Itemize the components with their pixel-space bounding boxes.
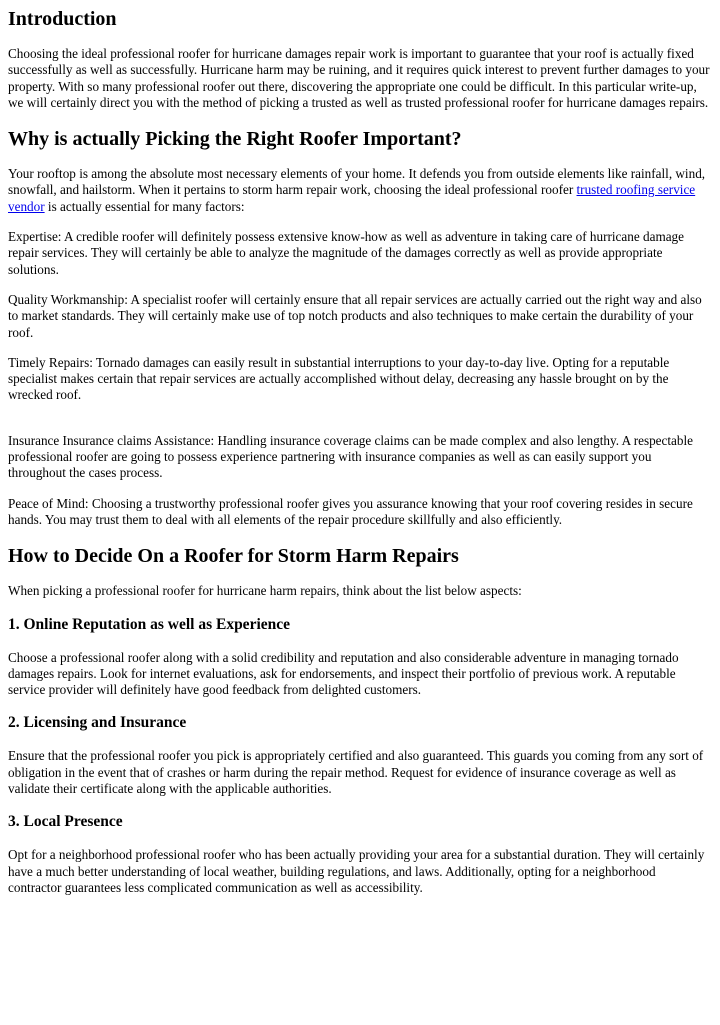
- heading-reputation: 1. Online Reputation as well as Experience: [8, 615, 291, 633]
- heading-local: 3. Local Presence: [8, 813, 123, 831]
- document-page: [0, 7, 720, 896]
- paragraph-why-text-after: is actually essential for many factors:: [44, 198, 245, 214]
- paragraph-quality: Quality Workmanship: A specialist roofer will certainly ensure that all repair services are actually carried out the right way and also to market standards. They will certainly make use of top notch products and also techniques to make certain the durability of your roof.: [8, 291, 702, 340]
- heading-why: Why is actually Picking the Right Roofer Important?: [8, 128, 462, 151]
- paragraph-local: Opt for a neighborhood professional roofer who has been actually providing your area for a substantial duration. They will certainly have a much better understanding of local weather, building regulations, and laws. Additionally, opting for a neighborhood contractor guarantees less complicated communication as well as accessibility.: [8, 847, 705, 895]
- paragraph-timely: Timely Repairs: Tornado damages can easily result in substantial interruptions to your day-to-day live. Opting for a reputable specialist makes certain that repair services are actually accomplished without delay, decreasing any hassle brought on by the wrecked roof.: [8, 354, 670, 403]
- paragraph-insurance: Insurance Insurance claims Assistance: Handling insurance coverage claims can be made complex and also lengthy. A respectable professional roofer are going to possess experience partnering with insurance companies as well as can easily support you throughout the cases process.: [8, 432, 694, 481]
- paragraph-licensing: Ensure that the professional roofer you pick is appropriately certified and also guaranteed. This guards you coming from any sort of obligation in the event that of crashes or harm during the repair method. Request for evidence of insurance coverage as well as validate their certificate along with the applicable authorities.: [8, 748, 704, 797]
- paragraph-introduction: Choosing the ideal professional roofer for hurricane damages repair work is important to guarantee that your roof is actually fixed successfully as well as successfully. Hurricane harm may be ruining, and it requires quick interest to prevent further damages to your property. With so many professional roofer out there, discovering the appropriate one could be difficult. In this particular write-up, we will certainly direct you with the method of picking a trusted as well as trusted professional roofer for hurricane damages repairs.: [8, 46, 710, 110]
- trusted-roofing-link[interactable]: trusted roofing service vendor: [8, 182, 696, 214]
- heading-licensing: 2. Licensing and Insurance: [8, 714, 187, 732]
- paragraph-why-text-before: Your rooftop is among the absolute most necessary elements of your home. It defends you from outside elements like rainfall, wind, snowfall, and hailstorm. When it pertains to storm harm repair work, choosing the ideal professional roofer: [8, 166, 706, 198]
- heading-how: How to Decide On a Roofer for Storm Harm Repairs: [8, 545, 459, 568]
- heading-introduction: Introduction: [8, 8, 117, 30]
- paragraph-why: [8, 166, 712, 215]
- paragraph-reputation: Choose a professional roofer along with a solid credibility and reputation and also considerable adventure in managing tornado damages repairs. Look for internet evaluations, ask for endorsements, and inspect their portfolio of previous work. A reputable service provider will definitely have good feedback from delighted customers.: [8, 649, 679, 698]
- paragraph-how: When picking a professional roofer for hurricane harm repairs, think about the list below aspects:: [8, 583, 522, 599]
- paragraph-expertise: Expertise: A credible roofer will definitely possess extensive know-how as well as adventure in taking care of hurricane damage repair services. They will certainly be able to analyze the magnitude of the damages correctly as well as provide appropriate solutions.: [8, 229, 684, 277]
- paragraph-peace: Peace of Mind: Choosing a trustworthy professional roofer gives you assurance knowing that your roof covering resides in secure hands. You may trust them to deal with all elements of the repair procedure skillfully and also efficiently.: [8, 495, 693, 527]
